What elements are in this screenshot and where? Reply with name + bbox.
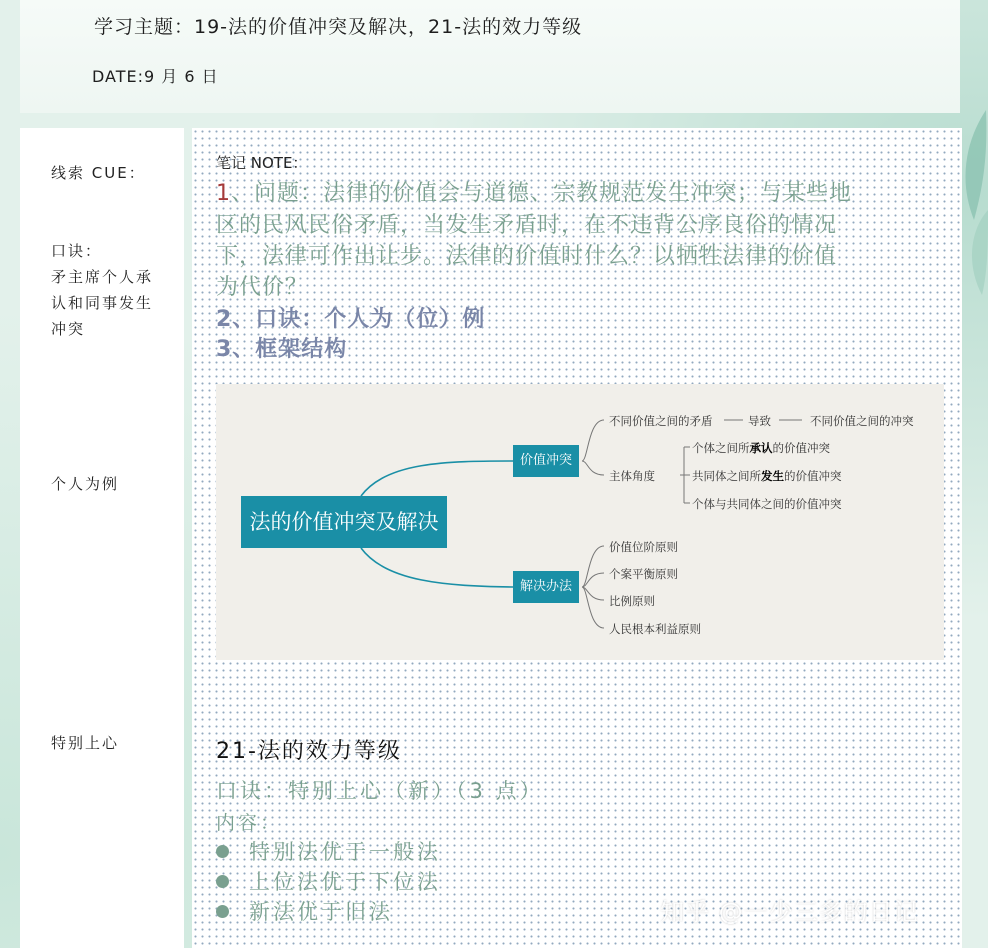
note-item-2: 2、口诀：个人为（位）例 [216, 307, 486, 332]
mindmap-leaf: 个案平衡原则 [609, 567, 678, 581]
note-q1-line-1 [216, 178, 852, 210]
page-title: 学习主题：19-法的价值冲突及解决，21-法的效力等级 [94, 16, 583, 38]
section2-mnemonic: 口诀：特别上心（新）（3 点） [216, 779, 544, 803]
mindmap-leaf: 导致 [748, 414, 771, 428]
bullet-dot-icon [216, 845, 229, 858]
cue-example: 个人为例 [51, 475, 120, 493]
cue-mnemonic-line-1: 矛主席个人承 [51, 268, 154, 286]
mindmap-diagram [216, 384, 944, 660]
cue-mnemonic-label: 口诀： [51, 242, 103, 260]
cue-special: 特别上心 [51, 734, 120, 752]
date-label: DATE:9 月 6 日 [92, 67, 219, 86]
mindmap-branch-solution: 解决办法 [513, 571, 579, 603]
bullet-item [216, 896, 393, 926]
mindmap-leaf: 主体角度 [609, 469, 655, 483]
cue-label: 线索 CUE： [51, 164, 146, 182]
mindmap-branch-conflict: 价值冲突 [513, 445, 579, 477]
note-q1-line-2: 区的民风民俗矛盾，当发生矛盾时，在不违背公序良俗的情况 [216, 213, 838, 238]
bullet-dot-icon [216, 905, 229, 918]
note-item-3: 3、框架结构 [216, 337, 348, 362]
cue-mnemonic-line-2: 认和同事发生 [51, 294, 154, 312]
mindmap-leaf: 人民根本利益原则 [609, 622, 701, 636]
mindmap-root: 法的价值冲突及解决 [241, 496, 447, 548]
note-q1-line-4: 为代价？ [216, 275, 309, 300]
section2-title: 21-法的效力等级 [216, 739, 402, 764]
bullet-item [216, 836, 441, 866]
mindmap-leaf: 共同体之间所发生的价值冲突 [692, 469, 842, 483]
mindmap-leaf: 价值位阶原则 [609, 540, 678, 554]
watermark: 知乎 @一少三多的日记 [660, 898, 919, 926]
note-q1-prefix: 1 [216, 181, 231, 206]
bullet-item [216, 866, 441, 896]
mindmap-leaf: 不同价值之间的矛盾 [609, 414, 713, 428]
bullet-text: 上位法优于下位法 [249, 870, 441, 894]
mindmap-leaf: 个体之间所承认的价值冲突 [692, 441, 830, 455]
section2-content-label: 内容： [216, 812, 283, 834]
bullet-dot-icon [216, 875, 229, 888]
note-label: 笔记 NOTE： [216, 154, 308, 172]
note-q1-text-1: 、问题：法律的价值会与道德、宗教规范发生冲突；与某些地 [231, 181, 853, 206]
mindmap-leaf: 比例原则 [609, 594, 655, 608]
cue-mnemonic-line-3: 冲突 [51, 320, 86, 338]
note-q1-line-3: 下，法律可作出让步。法律的价值时什么？以牺牲法律的价值 [216, 244, 838, 269]
bullet-text: 新法优于旧法 [249, 900, 393, 924]
mindmap-leaf: 不同价值之间的冲突 [810, 414, 914, 428]
bullet-text: 特别法优于一般法 [249, 840, 441, 864]
mindmap-leaf: 个体与共同体之间的价值冲突 [692, 497, 842, 511]
